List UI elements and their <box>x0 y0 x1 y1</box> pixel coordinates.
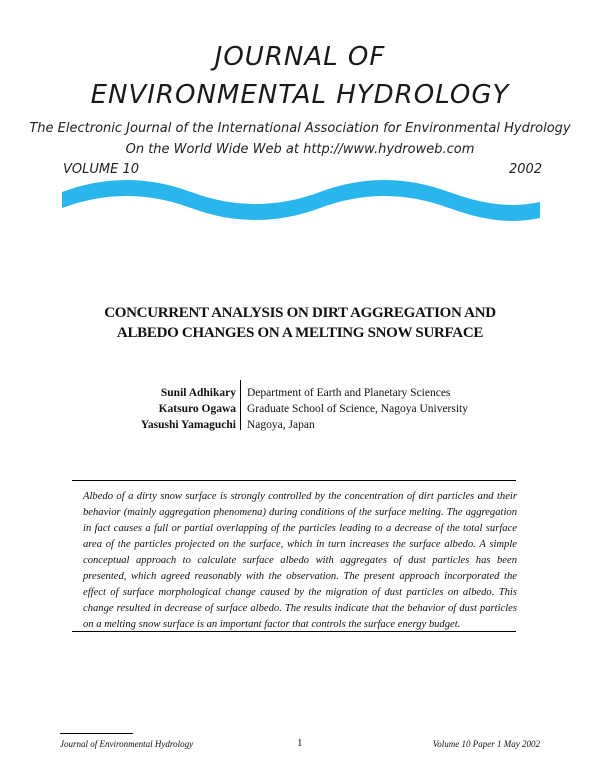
author-name: Sunil Adhikary <box>160 387 236 399</box>
journal-title-line1: JOURNAL OF <box>214 42 386 72</box>
abstract-text: Albedo of a dirty snow surface is strongly controlled by the concentration of dirt particles and their behavior (mainly aggregation phenomena) during conditions of the surface melting. The aggregation in fact causes a full or partial overlapping of the particles leading to a decrease of the total surface area of the particles projected on the surface, which in turn increases the surface albedo. A simple conceptual approach to calculate surface albedo with aggregates of dust particles has been presented, which agreed reasonably with the observation. The present approach incorporated the effect of surface morphological change caused by the migration of dust particles on albedo. This change resulted in decrease of surface albedo. The results indicate that the behavior of dust particles on a melting snow surface is an important factor that controls the surface energy budget. <box>83 491 517 630</box>
volume-label: VOLUME 10 <box>63 162 139 177</box>
author-divider <box>240 380 241 430</box>
journal-subtitle-line1: The Electronic Journal of the International Association for Environmental Hydrology <box>29 121 571 136</box>
journal-title-line2: ENVIRONMENTAL HYDROLOGY <box>90 80 510 110</box>
wave-shape <box>62 180 540 221</box>
paper-title-line2: ALBEDO CHANGES ON A MELTING SNOW SURFACE <box>116 325 484 341</box>
page-number: 1 <box>297 737 303 749</box>
affiliation-line: Nagoya, Japan <box>247 419 315 431</box>
affiliation-line: Graduate School of Science, Nagoya University <box>247 403 468 415</box>
abstract-bottom-rule <box>72 631 516 632</box>
wave-banner <box>0 176 600 236</box>
author-name: Katsuro Ogawa <box>158 403 236 415</box>
abstract-top-rule <box>72 480 516 481</box>
footer-journal: Journal of Environmental Hydrology <box>60 739 194 749</box>
author-list <box>100 385 236 433</box>
footer-volume: Volume 10 Paper 1 May 2002 <box>432 739 540 749</box>
affiliation <box>247 385 507 433</box>
journal-subtitle-line2: On the World Wide Web at http://www.hydroweb.com <box>125 142 475 157</box>
year-label: 2002 <box>509 162 543 177</box>
author-name: Yasushi Yamaguchi <box>140 419 236 431</box>
paper-title-line1: CONCURRENT ANALYSIS ON DIRT AGGREGATION AND <box>104 305 496 321</box>
footer-rule <box>60 733 133 734</box>
affiliation-line: Department of Earth and Planetary Sciences <box>247 387 451 399</box>
